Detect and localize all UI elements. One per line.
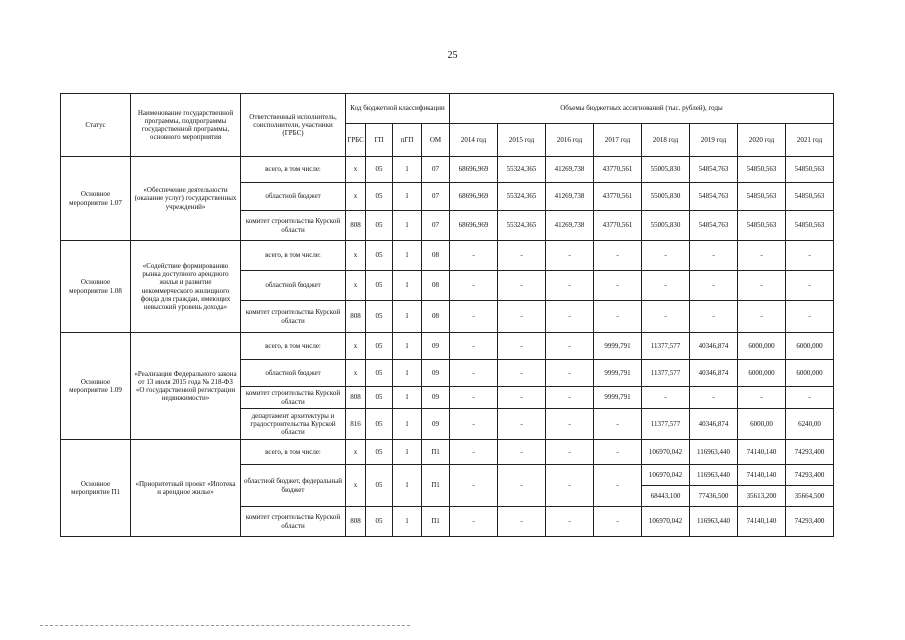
value-cell: - [786,387,834,409]
value-cell: - [738,301,786,333]
table-body [61,94,834,537]
value-cell: - [786,241,834,271]
value-cell: - [450,271,498,301]
header-code-om: ОМ [422,124,450,157]
value-cell: 55005,830 [642,157,690,183]
value-cell: - [546,409,594,440]
value-cell: - [594,271,642,301]
code-cell: 1 [393,271,422,301]
value-cell: - [498,271,546,301]
value-cell: - [690,241,738,271]
budget-table [60,93,834,537]
code-cell: 08 [422,241,450,271]
value-cell: 55005,830 [642,211,690,241]
code-cell: 808 [346,507,366,537]
event-name-cell: «Обеспечение деятельности (оказание услуг) государственных учреждений» [131,157,241,241]
header-year: 2017 год [594,124,642,157]
value-cell: 54850,563 [786,183,834,211]
value-cell: - [450,241,498,271]
value-cell: 54850,563 [786,211,834,241]
code-cell: 1 [393,465,422,507]
code-cell: х [346,157,366,183]
code-cell: 1 [393,409,422,440]
code-cell: 05 [366,360,393,387]
code-cell: 05 [366,333,393,360]
code-cell: х [346,271,366,301]
value-cell: - [450,387,498,409]
value-cell: 55005,830 [642,183,690,211]
value-cell: 116963,440 [690,507,738,537]
value-cell: - [498,409,546,440]
value-cell: 54850,563 [738,183,786,211]
code-cell: 05 [366,183,393,211]
value-cell: 54854,763 [690,211,738,241]
executor-cell: областной бюджет [241,271,346,301]
code-cell: 816 [346,409,366,440]
value-cell: 43770,561 [594,183,642,211]
value-cell: - [594,409,642,440]
header-row-1 [61,94,834,124]
value-cell: - [594,465,642,507]
event-name-cell: «Содействие формированию рынка доступного арендного жилья и развитие некоммерческого жилищного фонда для граждан, имеющих невысокий уровень дохода» [131,241,241,333]
value-cell: - [642,301,690,333]
table-row [61,157,834,183]
code-cell: х [346,440,366,465]
header-year: 2019 год [690,124,738,157]
code-cell: П1 [422,507,450,537]
executor-cell: комитет строительства Курской области [241,507,346,537]
value-cell: 106970,042 [642,507,690,537]
value-cell: 43770,561 [594,157,642,183]
code-cell: 05 [366,241,393,271]
code-cell: 05 [366,387,393,409]
value-cell: 68696,969 [450,211,498,241]
value-cell: 106970,042 [642,440,690,465]
code-cell: 808 [346,387,366,409]
value-cell: 6000,00 [738,409,786,440]
value-cell: - [546,271,594,301]
value-cell: 40346,874 [690,409,738,440]
value-cell: - [450,465,498,507]
executor-cell: комитет строительства Курской области [241,301,346,333]
status-cell: Основное мероприятие 1.07 [61,157,131,241]
status-cell: Основное мероприятие П1 [61,440,131,537]
value-cell: 6000,000 [738,360,786,387]
value-cell: 68443,100 [642,486,690,507]
value-cell: 74293,400 [786,465,834,486]
value-cell: - [594,507,642,537]
executor-cell: областной бюджет, федеральный бюджет [241,465,346,507]
header-code-pgp: пГП [393,124,422,157]
header-year: 2018 год [642,124,690,157]
value-cell: - [450,301,498,333]
value-cell: - [450,507,498,537]
value-cell: 54850,563 [738,211,786,241]
value-cell: 35664,500 [786,486,834,507]
event-name-cell: «Приоритетный проект «Ипотека и арендное жилье» [131,440,241,537]
value-cell: 11377,577 [642,333,690,360]
header-year: 2020 год [738,124,786,157]
code-cell: 09 [422,387,450,409]
value-cell: - [690,271,738,301]
value-cell: 6240,00 [786,409,834,440]
value-cell: - [546,301,594,333]
value-cell: 55324,365 [498,157,546,183]
value-cell: 54854,763 [690,183,738,211]
header-executor: Ответственный исполнитель, соисполнители, участники (ГРБС) [241,94,346,157]
code-cell: х [346,183,366,211]
value-cell: - [546,440,594,465]
value-cell: - [594,241,642,271]
value-cell: - [546,387,594,409]
code-cell: 05 [366,271,393,301]
executor-cell: комитет строительства Курской области [241,387,346,409]
code-cell: 09 [422,360,450,387]
code-cell: 07 [422,157,450,183]
value-cell: 106970,042 [642,465,690,486]
value-cell: - [498,360,546,387]
header-code-grbs: ГРБС [346,124,366,157]
value-cell: 116963,440 [690,440,738,465]
value-cell: 74140,140 [738,507,786,537]
header-year: 2016 год [546,124,594,157]
value-cell: - [498,301,546,333]
value-cell: - [498,507,546,537]
value-cell: - [450,360,498,387]
code-cell: 05 [366,211,393,241]
value-cell: - [546,507,594,537]
table-row [61,241,834,271]
table-row [61,440,834,465]
header-code-group: Код бюджетной классификации [346,94,450,124]
code-cell: 1 [393,183,422,211]
value-cell: - [690,387,738,409]
value-cell: 40346,874 [690,360,738,387]
value-cell: 6000,000 [786,333,834,360]
value-cell: - [498,440,546,465]
value-cell: - [498,333,546,360]
code-cell: П1 [422,465,450,507]
value-cell: - [546,465,594,507]
value-cell: 9999,791 [594,333,642,360]
code-cell: П1 [422,440,450,465]
value-cell: - [450,333,498,360]
page-number: 25 [447,50,458,61]
status-cell: Основное мероприятие 1.08 [61,241,131,333]
footer-divider [40,625,410,626]
code-cell: 07 [422,183,450,211]
executor-cell: комитет строительства Курской области [241,211,346,241]
code-cell: 1 [393,211,422,241]
value-cell: 116963,440 [690,465,738,486]
header-volume-group: Объемы бюджетных ассигнований (тыс. рублей), годы [450,94,834,124]
value-cell: - [546,241,594,271]
value-cell: 68696,969 [450,157,498,183]
value-cell: 11377,577 [642,409,690,440]
value-cell: 9999,791 [594,387,642,409]
code-cell: х [346,465,366,507]
value-cell: 77436,500 [690,486,738,507]
value-cell: - [786,301,834,333]
value-cell: 41269,738 [546,211,594,241]
executor-cell: всего, в том числе: [241,241,346,271]
value-cell: 74293,400 [786,507,834,537]
executor-cell: всего, в том числе: [241,440,346,465]
header-year: 2015 год [498,124,546,157]
header-code-gp: ГП [366,124,393,157]
code-cell: 07 [422,211,450,241]
value-cell: - [498,465,546,507]
value-cell: - [738,387,786,409]
value-cell: - [498,241,546,271]
value-cell: 40346,874 [690,333,738,360]
value-cell: 9999,791 [594,360,642,387]
status-cell: Основное мероприятие 1.09 [61,333,131,440]
value-cell: 35613,200 [738,486,786,507]
code-cell: 05 [366,157,393,183]
code-cell: 05 [366,440,393,465]
value-cell: - [738,271,786,301]
code-cell: 09 [422,409,450,440]
value-cell: - [642,241,690,271]
value-cell: 6000,000 [738,333,786,360]
value-cell: 74140,140 [738,440,786,465]
header-name: Наименование государственной программы, подпрограммы государственной программы, основного мероприятия [131,94,241,157]
code-cell: 1 [393,157,422,183]
value-cell: 54850,563 [738,157,786,183]
code-cell: 05 [366,465,393,507]
value-cell: 43770,561 [594,211,642,241]
code-cell: 09 [422,333,450,360]
value-cell: 55324,365 [498,211,546,241]
value-cell: - [594,440,642,465]
value-cell: - [498,387,546,409]
value-cell: - [642,271,690,301]
value-cell: - [690,301,738,333]
value-cell: - [642,387,690,409]
table-row [61,333,834,360]
value-cell: 11377,577 [642,360,690,387]
value-cell: 68696,969 [450,183,498,211]
executor-cell: областной бюджет [241,360,346,387]
value-cell: 55324,365 [498,183,546,211]
value-cell: 6000,000 [786,360,834,387]
code-cell: 1 [393,387,422,409]
value-cell: - [546,360,594,387]
code-cell: 08 [422,271,450,301]
code-cell: 1 [393,333,422,360]
code-cell: 1 [393,440,422,465]
event-name-cell: «Реализация Федерального закона от 13 июля 2015 года № 218-ФЗ «О государственной регистрации недвижимости» [131,333,241,440]
code-cell: х [346,241,366,271]
code-cell: х [346,360,366,387]
header-year: 2014 год [450,124,498,157]
value-cell: - [786,271,834,301]
executor-cell: всего, в том числе: [241,157,346,183]
value-cell: - [450,440,498,465]
code-cell: 1 [393,360,422,387]
value-cell: 41269,738 [546,157,594,183]
code-cell: 08 [422,301,450,333]
value-cell: - [450,409,498,440]
code-cell: х [346,333,366,360]
executor-cell: всего, в том числе: [241,333,346,360]
code-cell: 808 [346,301,366,333]
value-cell: 41269,738 [546,183,594,211]
code-cell: 808 [346,211,366,241]
code-cell: 1 [393,241,422,271]
code-cell: 05 [366,507,393,537]
code-cell: 1 [393,301,422,333]
value-cell: 74140,140 [738,465,786,486]
code-cell: 05 [366,301,393,333]
code-cell: 1 [393,507,422,537]
value-cell: - [546,333,594,360]
value-cell: - [594,301,642,333]
value-cell: 54854,763 [690,157,738,183]
executor-cell: областной бюджет [241,183,346,211]
value-cell: 54850,563 [786,157,834,183]
value-cell: 74293,400 [786,440,834,465]
executor-cell: департамент архитектуры и градостроительства Курской области [241,409,346,440]
code-cell: 05 [366,409,393,440]
header-year: 2021 год [786,124,834,157]
header-status: Статус [61,94,131,157]
value-cell: - [738,241,786,271]
